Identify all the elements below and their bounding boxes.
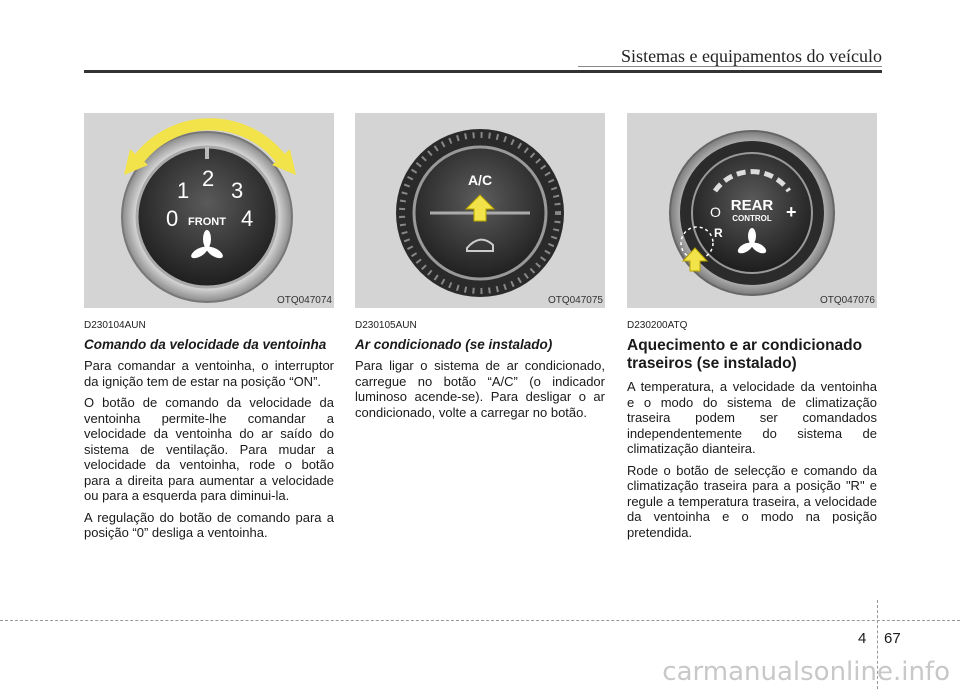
figure-rear-knob bbox=[627, 113, 877, 308]
section-code: D230200ATQ bbox=[627, 320, 688, 331]
page-header-title: Sistemas e equipamentos do veículo bbox=[621, 46, 882, 66]
watermark: carmanualsonline.info bbox=[662, 657, 950, 687]
paragraph: A regulação do botão de comando para a posição “0” desliga a ventoinha. bbox=[84, 509, 334, 540]
off-label: O bbox=[710, 204, 721, 220]
knob-label-4: 4 bbox=[241, 206, 254, 231]
header-rule bbox=[84, 70, 882, 73]
mode-r-label: R bbox=[714, 226, 723, 240]
control-label: CONTROL bbox=[732, 214, 772, 223]
column-fan-speed bbox=[84, 113, 334, 541]
paragraph: Rode o botão de selecção e comando da climatização traseira para a posição "R" e regule a temperatura traseira, a velocidade da ventoinha e o modo na posição pretendida. bbox=[627, 462, 877, 540]
section-title: Aquecimento e ar condicionado traseiros (se instalado) bbox=[627, 337, 863, 372]
figure-code: OTQ047074 bbox=[276, 295, 332, 306]
knob-label-1: 1 bbox=[177, 178, 190, 203]
rear-control-knob-illustration bbox=[627, 113, 877, 308]
paragraph: Para ligar o sistema de ar condicionado, carregue no botão “A/C” (o indicador luminoso acende-se). Para desligar o ar condicionado, volte a carregar no botão. bbox=[355, 358, 605, 420]
figure-fan-knob bbox=[84, 113, 334, 308]
figure-ac-knob bbox=[355, 113, 605, 308]
plus-label: + bbox=[786, 202, 797, 222]
figure-code: OTQ047075 bbox=[547, 295, 603, 306]
footer-rule bbox=[0, 620, 960, 621]
section-title: Ar condicionado (se instalado) bbox=[355, 337, 553, 352]
column-air-conditioning bbox=[355, 113, 605, 420]
section-code: D230104AUN bbox=[84, 320, 146, 331]
knob-label-2: 2 bbox=[202, 166, 215, 191]
ac-button-illustration bbox=[355, 113, 605, 308]
section-code: D230105AUN bbox=[355, 320, 417, 331]
paragraph: A temperatura, a velocidade da ventoinha e o modo do sistema de climatização traseira podem ser comandados independentemente do sistema de climatização dianteira. bbox=[627, 379, 877, 456]
knob-label-0: 0 bbox=[166, 206, 179, 231]
knob-text-front: FRONT bbox=[188, 216, 226, 228]
rear-label: REAR bbox=[730, 197, 774, 214]
knob-label-3: 3 bbox=[231, 178, 244, 203]
ac-label: A/C bbox=[467, 172, 493, 188]
column-rear-climate bbox=[627, 113, 877, 540]
chapter-number: 4 bbox=[858, 630, 867, 647]
figure-code: OTQ047076 bbox=[819, 295, 875, 306]
header-rule-thin bbox=[578, 66, 882, 67]
paragraph: O botão de comando da velocidade da ventoinha permite-lhe comandar a velocidade da ventoinha do ar saído do sistema de ventilação. Para mudar a velocidade da ventoinha, rode o botão para a direita para aumentar a velocidade ou para a esquerda para diminui-la. bbox=[84, 395, 334, 503]
page-number: 67 bbox=[884, 630, 901, 647]
paragraph: Para comandar a ventoinha, o interruptor da ignição tem de estar na posição “ON”. bbox=[84, 358, 334, 389]
section-title: Comando da velocidade da ventoinha bbox=[84, 337, 327, 352]
fan-speed-knob-illustration bbox=[84, 113, 334, 308]
